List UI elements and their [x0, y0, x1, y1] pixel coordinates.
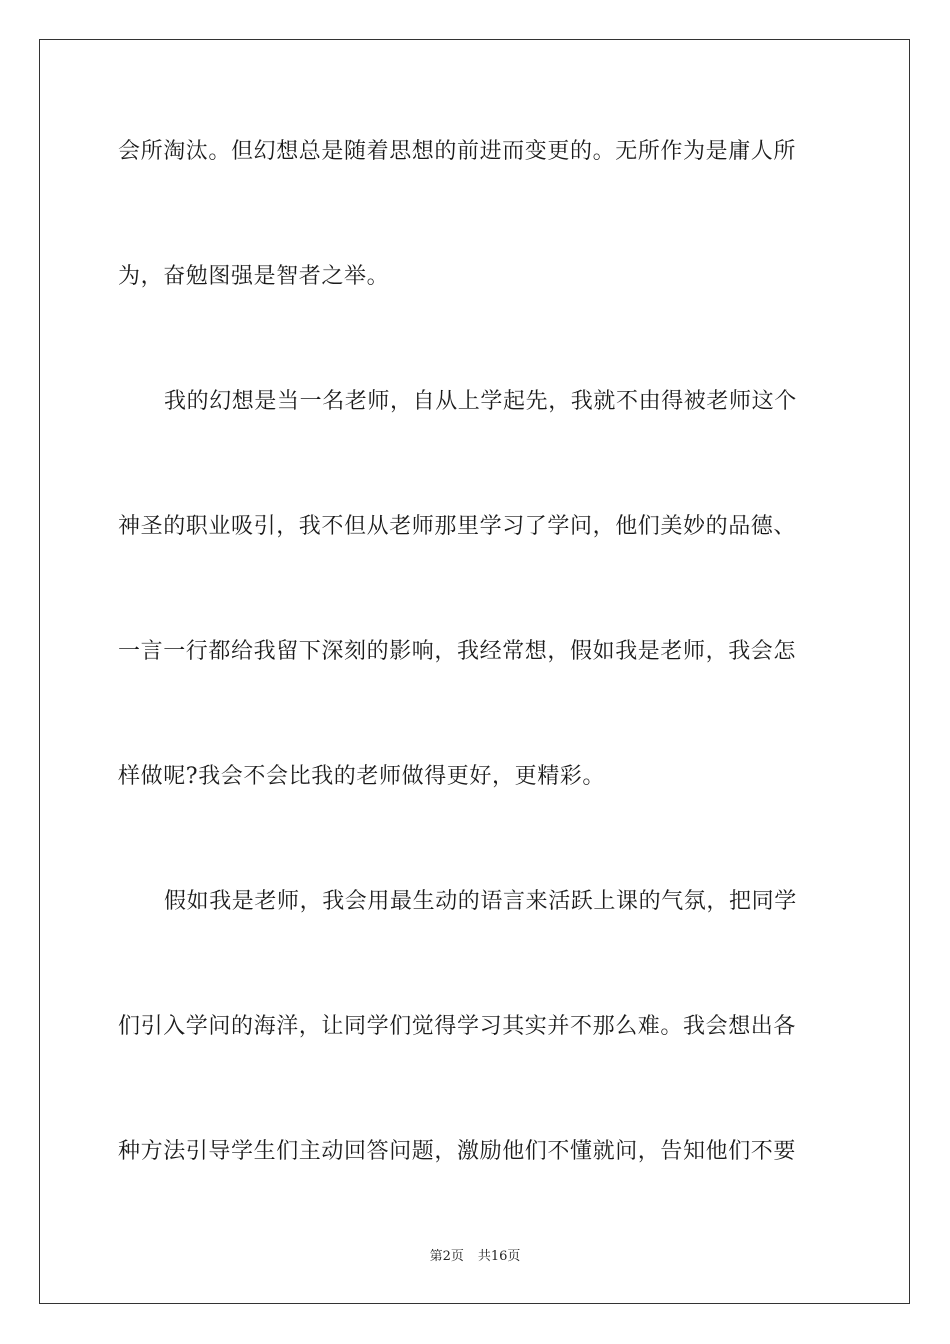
page-border	[39, 39, 910, 1304]
text-line: 一言一行都给我留下深刻的影响，我经常想，假如我是老师，我会怎	[118, 639, 797, 664]
text-line: 为，奋勉图强是智者之举。	[118, 264, 390, 289]
text-line: 样做呢?我会不会比我的老师做得更好，更精彩。	[118, 764, 605, 789]
text-line: 种方法引导学生们主动回答问题，激励他们不懂就问，告知他们不要	[118, 1139, 797, 1164]
text-line: 会所淘汰。但幻想总是随着思想的前进而变更的。无所作为是庸人所	[118, 139, 797, 164]
paragraph-first-line: 我的幻想是当一名老师，自从上学起先，我就不由得被老师这个	[164, 389, 797, 414]
text-line: 神圣的职业吸引，我不但从老师那里学习了学问，他们美妙的品德、	[118, 514, 797, 539]
page-total: 共16页	[477, 1249, 521, 1264]
text-line: 们引入学问的海洋，让同学们觉得学习其实并不那么难。我会想出各	[118, 1014, 797, 1039]
paragraph-first-line: 假如我是老师，我会用最生动的语言来活跃上课的气氛，把同学	[164, 889, 797, 914]
page-footer	[0, 1248, 950, 1266]
page-number: 第2页	[429, 1249, 464, 1264]
